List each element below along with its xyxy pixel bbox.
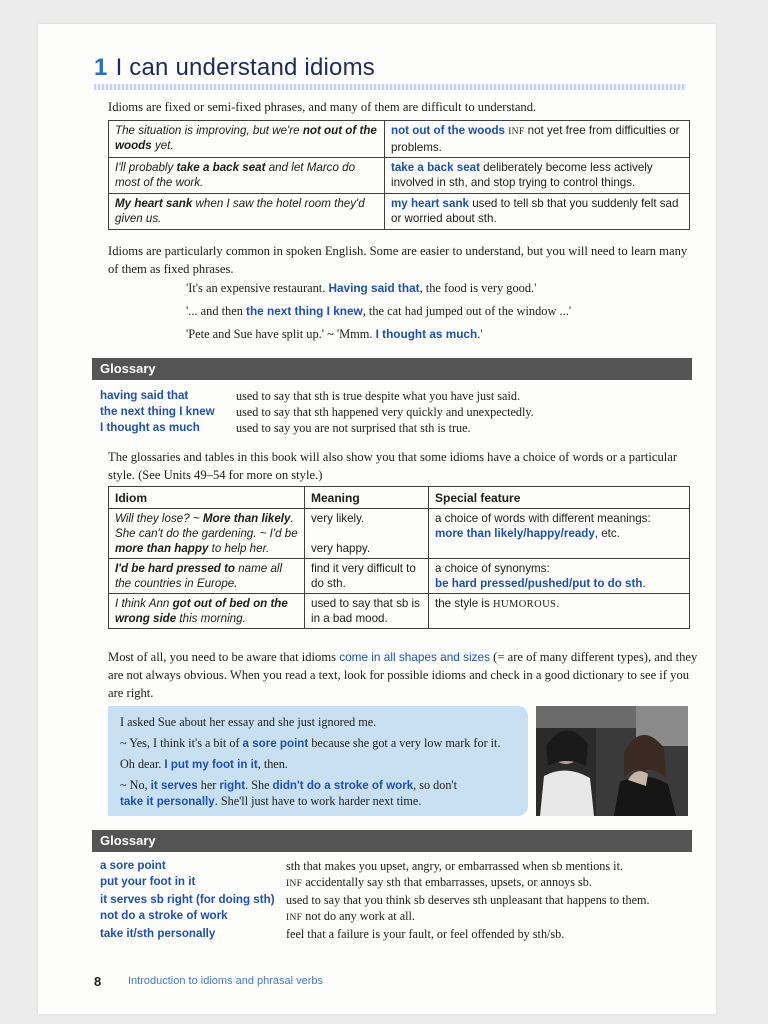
meaning-cell: find it very difficult to do sth. bbox=[305, 559, 429, 594]
table-row bbox=[109, 158, 690, 194]
column-header: Meaning bbox=[305, 487, 429, 509]
glossary-entry: the next thing I knew used to say that sth happened very quickly and unexpectedly. bbox=[100, 405, 534, 419]
unit-title-text: I can understand idioms bbox=[115, 54, 375, 81]
glossary-1 bbox=[100, 388, 690, 436]
glossary-entry: it serves sb right (for doing sth) used to say that you think sb deserves sth unpleasant that happens to them. bbox=[100, 893, 650, 907]
dialogue-line: take it personally. She'll just have to work harder next time. bbox=[120, 794, 422, 808]
photo-illustration bbox=[536, 706, 688, 816]
example-cell: My heart sank when I saw the hotel room they'd given us. bbox=[109, 194, 385, 230]
glossary-entry: having said that used to say that sth is true despite what you have just said. bbox=[100, 389, 520, 403]
definition-cell: take a back seat deliberately become less actively involved in sth, and stop trying to control things. bbox=[385, 158, 690, 194]
idiom-examples-table bbox=[108, 120, 690, 230]
example-quote: 'It's an expensive restaurant. Having said that, the food is very good.' bbox=[186, 281, 537, 295]
photo-two-women bbox=[536, 706, 688, 816]
glossary-2 bbox=[100, 858, 700, 942]
glossary-header: Glossary bbox=[92, 358, 692, 380]
dialogue-line: ~ Yes, I think it's a bit of a sore point because she got a very low mark for it. bbox=[120, 736, 501, 750]
example-cell: I'll probably take a back seat and let Marco do most of the work. bbox=[109, 158, 385, 194]
table-row bbox=[109, 194, 690, 230]
intro-paragraph: Idioms are fixed or semi-fixed phrases, and many of them are difficult to understand. bbox=[108, 100, 537, 114]
feature-cell: the style is HUMOROUS. bbox=[429, 594, 690, 629]
example-quote: '... and then the next thing I knew, the cat had jumped out of the window ...' bbox=[186, 304, 572, 318]
example-cell: The situation is improving, but we're not out of the woods yet. bbox=[109, 121, 385, 158]
table-row bbox=[109, 121, 690, 158]
feature-cell: a choice of synonyms: be hard pressed/pushed/put to do sth. bbox=[429, 559, 690, 594]
glossary-entry: I thought as much used to say you are not surprised that sth is true. bbox=[100, 421, 471, 435]
column-header: Idiom bbox=[109, 487, 305, 509]
special-feature-table bbox=[108, 486, 690, 629]
definition-cell: my heart sank used to tell sb that you suddenly felt sad or worried about sth. bbox=[385, 194, 690, 230]
page-number: 8 bbox=[94, 974, 102, 989]
meaning-cell: used to say that sb is in a bad mood. bbox=[305, 594, 429, 629]
glossary-entry: put your foot in it INF accidentally say sth that embarrasses, upsets, or annoys sb. bbox=[100, 875, 592, 889]
spoken-english-paragraph: Idioms are particularly common in spoken English. Some are easier to understand, but you will need to learn many of them as fixed phrases. bbox=[108, 244, 688, 276]
unit-number: 1 bbox=[94, 54, 108, 81]
table-row bbox=[109, 559, 690, 594]
idiom-cell: Will they lose? ~ More than likely. She can't do the gardening. ~ I'd be more than happy to help her. bbox=[109, 509, 305, 559]
table-row bbox=[109, 594, 690, 629]
page bbox=[38, 24, 716, 1014]
example-quote: 'Pete and Sue have split up.' ~ 'Mmm. I thought as much.' bbox=[186, 327, 483, 341]
dialogue-line: I asked Sue about her essay and she just ignored me. bbox=[120, 715, 377, 729]
glossary-header: Glossary bbox=[92, 830, 692, 852]
glossary-entry: not do a stroke of work INF not do any work at all. bbox=[100, 909, 415, 923]
glossary-entry: take it/sth personally feel that a failure is your fault, or feel offended by sth/sb. bbox=[100, 927, 565, 941]
meaning-cell: very likely. very happy. bbox=[305, 509, 429, 559]
feature-cell: a choice of words with different meanings: more than likely/happy/ready, etc. bbox=[429, 509, 690, 559]
column-header: Special feature bbox=[429, 487, 690, 509]
table-row bbox=[109, 509, 690, 559]
title-rule bbox=[94, 84, 686, 90]
dialogue-line: Oh dear. I put my foot in it, then. bbox=[120, 757, 288, 771]
idiom-cell: I think Ann got out of bed on the wrong side this morning. bbox=[109, 594, 305, 629]
dialogue-box bbox=[108, 706, 528, 816]
unit-title bbox=[94, 54, 375, 82]
glossary-entry: a sore point sth that makes you upset, angry, or embarrassed when sb mentions it. bbox=[100, 859, 624, 873]
definition-cell: not out of the woods INF not yet free from difficulties or problems. bbox=[385, 121, 690, 158]
shapes-and-sizes-paragraph: Most of all, you need to be aware that idioms come in all shapes and sizes (= are of many different types), and they are not always obvious. When you read a text, look for possible idioms and check in a good dictionary to see if you are right. bbox=[108, 650, 698, 700]
table-header-row bbox=[109, 487, 690, 509]
section-footer: Introduction to idioms and phrasal verbs bbox=[128, 975, 324, 987]
idiom-cell: I'd be hard pressed to name all the countries in Europe. bbox=[109, 559, 305, 594]
dialogue-line: ~ No, it serves her right. She didn't do a stroke of work, so don't bbox=[120, 778, 457, 792]
choice-of-words-paragraph: The glossaries and tables in this book will also show you that some idioms have a choice of words or a particular style. (See Units 49–54 for more on style.) bbox=[108, 450, 678, 482]
